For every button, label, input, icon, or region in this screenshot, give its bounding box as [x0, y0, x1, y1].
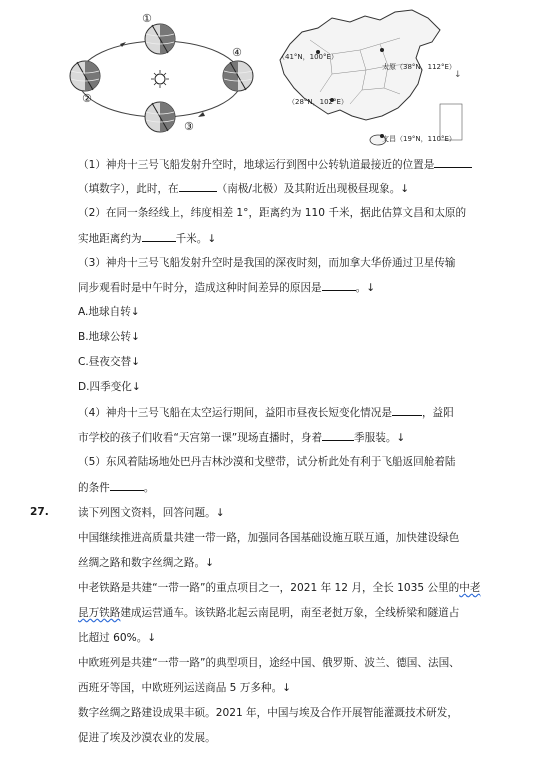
q27-p3-line1: 中欧班列是共建“一带一路”的典型项目，途经中国、俄罗斯、波兰、德国、法国、	[78, 657, 460, 669]
orbit-label-2: ②	[82, 92, 92, 105]
q3-option-b: B.地球公转↓	[78, 331, 140, 343]
q3-line2: 同步观看时是中午时分，造成这种时间差异的原因是 。↓	[78, 282, 376, 294]
figure	[60, 4, 480, 154]
map-label-c: （28°N，102°E）	[288, 98, 348, 106]
orbit-label-3: ③	[184, 120, 194, 133]
q27-p4-line2: 促进了埃及沙漠农业的发展。	[78, 732, 216, 744]
earth-icon-1	[145, 24, 175, 54]
q27-p3-line2: 西班牙等国，中欧班列运送商品 5 万多种。↓	[78, 682, 292, 694]
earth-orbit-diagram	[60, 4, 260, 144]
q2-line2: 实地距离约为 千米。↓	[78, 233, 217, 245]
q4-blank-1	[392, 405, 422, 416]
q3-option-d: D.四季变化↓	[78, 381, 141, 393]
q3-option-c: C.昼夜交替↓	[78, 356, 141, 368]
q3-line1: （3）神舟十三号飞船发射升空时是我国的深夜时刻，而加拿大华侨通过卫星传输	[78, 257, 456, 269]
orbit-label-4: ④	[232, 46, 242, 59]
q2-line1: （2）在同一条经线上，纬度相差 1°，距离约为 110 千米，据此估算文昌和太原的	[78, 207, 467, 219]
q27-number: 27.	[30, 506, 49, 518]
sun-icon	[151, 70, 169, 88]
q27-p2-line3: 比超过 60%。↓	[78, 632, 157, 644]
q4-line2: 市学校的孩子们收看“天宫第一课”现场直播时，身着 季服装。↓	[78, 432, 406, 444]
q27-p2-line2: 昆万铁路建成运营通车。该铁路北起云南昆明，南至老挝万象，全线桥梁和隧道占	[78, 607, 460, 619]
q1-blank-1	[434, 157, 472, 168]
map-label-a: （41°N，100°E）	[278, 53, 338, 61]
q3-blank	[322, 280, 356, 291]
q5-line2: 的条件 。	[78, 482, 155, 494]
q1-line1: （1）神舟十三号飞船发射升空时，地球运行到图中公转轨道最接近的位置是	[78, 157, 488, 172]
q4-line1: （4）神舟十三号飞船在太空运行期间，益阳市昼夜长短变化情况是 ，益阳	[78, 407, 454, 419]
orbit-label-1: ①	[142, 12, 152, 25]
q2-blank	[142, 231, 176, 242]
q27-p1-line2: 丝绸之路和数字丝绸之路。↓	[78, 557, 215, 569]
q27-p2-line1: 中老铁路是共建“一带一路”的重点项目之一，2021 年 12 月，全长 1035 公里的中老	[78, 582, 481, 594]
q4-blank-2	[322, 430, 354, 441]
q1-blank-2	[179, 181, 217, 192]
map-label-d: 文昌（19°N，110°E）	[382, 135, 456, 143]
q3-option-a: A.地球自转↓	[78, 306, 140, 318]
china-map	[270, 4, 470, 152]
q27-p1-line1: 中国继续推进高质量共建一带一路，加强同各国基础设施互联互通，加快建设绿色	[78, 532, 460, 544]
q27-intro: 读下列图文资料，回答问题。↓	[78, 507, 225, 519]
paragraph-mark: ↓	[454, 70, 462, 80]
map-label-b: 太原（38°N，112°E）	[382, 63, 456, 71]
q5-line1: （5）东风着陆场地处巴丹吉林沙漠和戈壁带，试分析此处有利于飞船返回舱着陆	[78, 456, 456, 468]
q1-line2: （填数字），此时，在 （南极/北极）及其附近出现极昼现象。↓	[78, 183, 410, 195]
earth-icon-4	[223, 61, 253, 91]
earth-icon-2	[70, 61, 100, 91]
q27-p4-line1: 数字丝绸之路建设成果丰硕。2021 年，中国与埃及合作开展智能灌溉技术研发，	[78, 707, 458, 719]
q5-blank	[110, 480, 144, 491]
earth-icon-3	[145, 102, 175, 132]
